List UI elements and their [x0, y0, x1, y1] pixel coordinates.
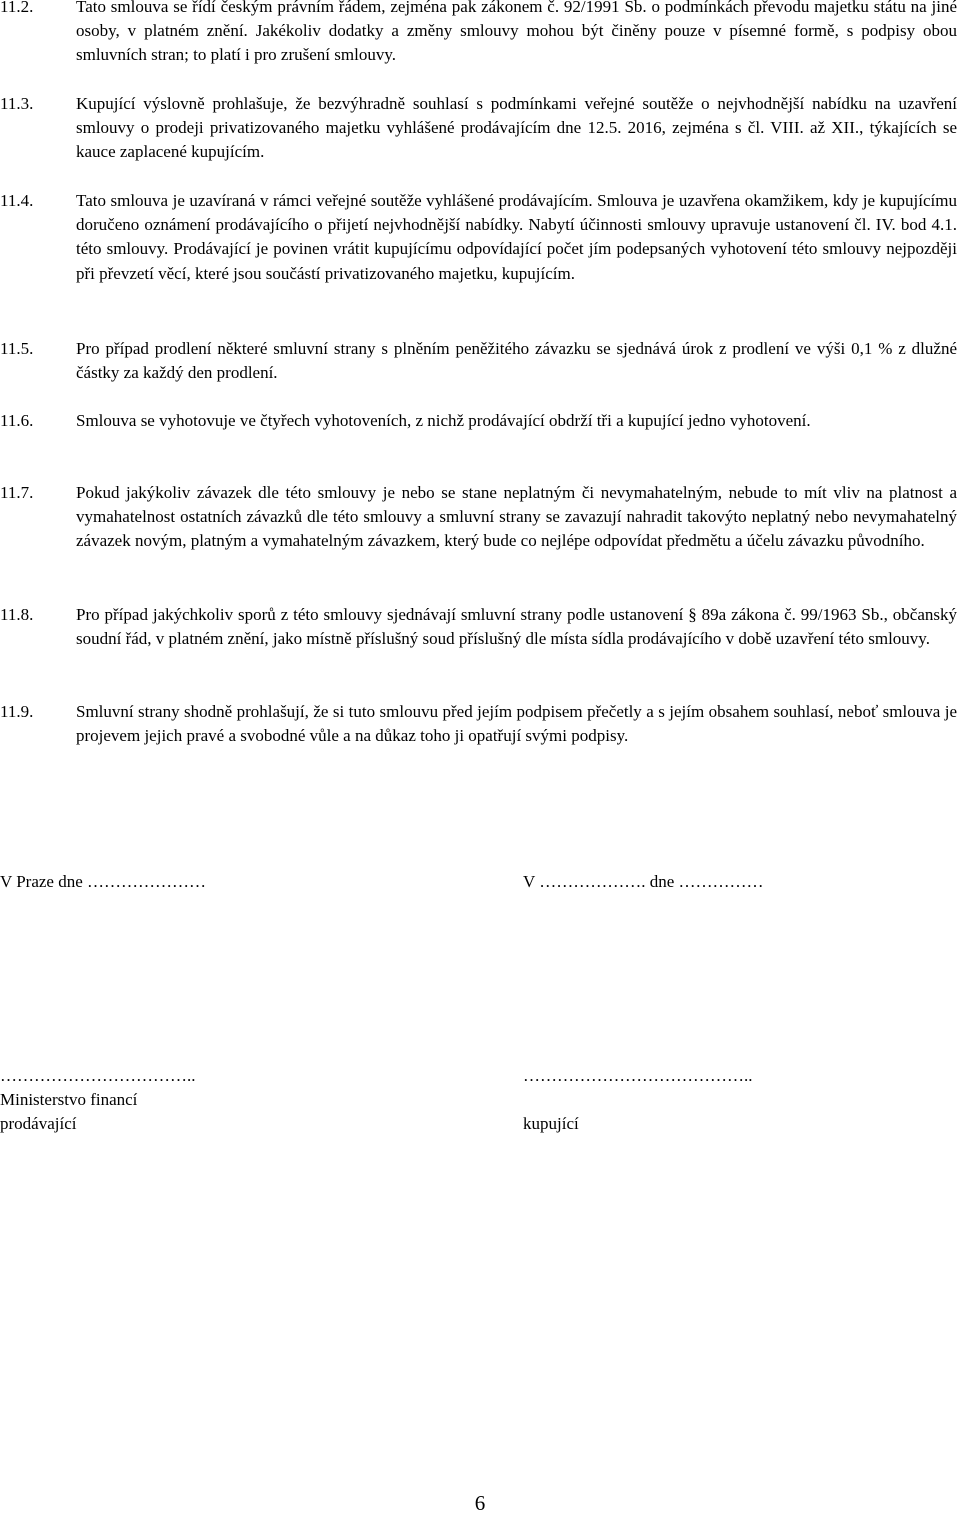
clause-text: Pro případ jakýchkoliv sporů z této smlouvy sjednávají smluvní strany podle ustanovení § 89a zákona č. 99/1963 Sb., občanský soudní řád, v platném znění, jako místně příslušný soud příslušný dle místa sídla prodávajícího v době uzavření této smlouvy.	[76, 605, 957, 649]
clause-number: 11.3.	[0, 94, 34, 113]
clause-number: 11.9.	[0, 702, 34, 721]
left-signature-line: ……………………………..	[0, 1066, 196, 1085]
clause-text: Tato smlouva se řídí českým právním řádem, zejména pak zákonem č. 92/1991 Sb. o podmínkách převodu majetku státu na jiné osoby, v platném znění. Jakékoliv dodatky a změny smlouvy mohou být činěny pouze v písemné formě, s podpisy obou smluvních stran; to platí i pro zrušení smlouvy.	[76, 0, 957, 65]
clause-number: 11.7.	[0, 483, 34, 502]
clause-number: 11.5.	[0, 339, 34, 358]
clause-text: Kupující výslovně prohlašuje, že bezvýhradně souhlasí s podmínkami veřejné soutěže o nejvhodnější nabídku na uzavření smlouvy o prodeji privatizovaného majetku vyhlášené prodávajícím dne 12.5. 2016, zejména s čl. VIII. až XII., týkajících se kauce zaplacené kupujícím.	[76, 94, 957, 162]
left-party-role: prodávající	[0, 1114, 77, 1133]
right-signature-line: …………………………………..	[523, 1066, 753, 1085]
clause-text: Smlouva se vyhotovuje ve čtyřech vyhotoveních, z nichž prodávající obdrží tři a kupující jedno vyhotovení.	[76, 411, 811, 430]
clause-11-5	[0, 337, 957, 385]
clause-number: 11.4.	[0, 191, 34, 210]
clause-11-2	[0, 0, 957, 68]
clause-text: Pokud jakýkoliv závazek dle této smlouvy je nebo se stane neplatným či nevymahatelným, nebude to mít vliv na platnost a vymahatelnost ostatních závazků dle této smlouvy a smluvní strany se zavazují nahradit takovýto neplatný nebo nevymahatelný závazek novým, platným a vymahatelným závazkem, který bude co nejlépe odpovídat předmětu a účelu závazku původního.	[76, 483, 957, 551]
clause-11-9	[0, 700, 957, 748]
clause-11-4	[0, 189, 957, 286]
left-party-name: Ministerstvo financí	[0, 1090, 138, 1109]
clause-text: Tato smlouva je uzavíraná v rámci veřejné soutěže vyhlášené prodávajícím. Smlouva je uzavřena okamžikem, kdy je kupujícímu doručeno oznámení prodávajícího o přijetí nejvhodnější nabídky. Nabytí účinnosti smlouvy upravuje ustanovení čl. IV. bod 4.1. této smlouvy. Prodávající je povinen vrátit kupujícímu odpovídající počet jím podepsaných vyhotovení této smlouvy nejpozději při převzetí věcí, které jsou součástí privatizovaného majetku, kupujícím.	[76, 191, 957, 283]
page-number: 6	[474, 1491, 486, 1515]
clause-number: 11.8.	[0, 605, 34, 624]
left-place-date: V Praze dne …………………	[0, 872, 207, 891]
clause-text: Smluvní strany shodně prohlašují, že si tuto smlouvu před jejím podpisem přečetly a s jejím obsahem souhlasí, neboť smlouva je projevem jejich pravé a svobodné vůle a na důkaz toho ji opatřují svými podpisy.	[76, 702, 957, 746]
clause-number: 11.6.	[0, 411, 34, 430]
clause-text: Pro případ prodlení některé smluvní strany s plněním peněžitého závazku se sjednává úrok z prodlení ve výši 0,1 % z dlužné částky za každý den prodlení.	[76, 339, 957, 383]
clause-number: 11.2.	[0, 0, 34, 16]
clause-11-8	[0, 603, 957, 651]
right-party-role: kupující	[523, 1114, 579, 1133]
clause-11-7	[0, 481, 957, 554]
clause-11-6	[0, 409, 957, 433]
clause-11-3	[0, 92, 957, 165]
right-place-date: V ………………. dne ……………	[523, 872, 764, 891]
